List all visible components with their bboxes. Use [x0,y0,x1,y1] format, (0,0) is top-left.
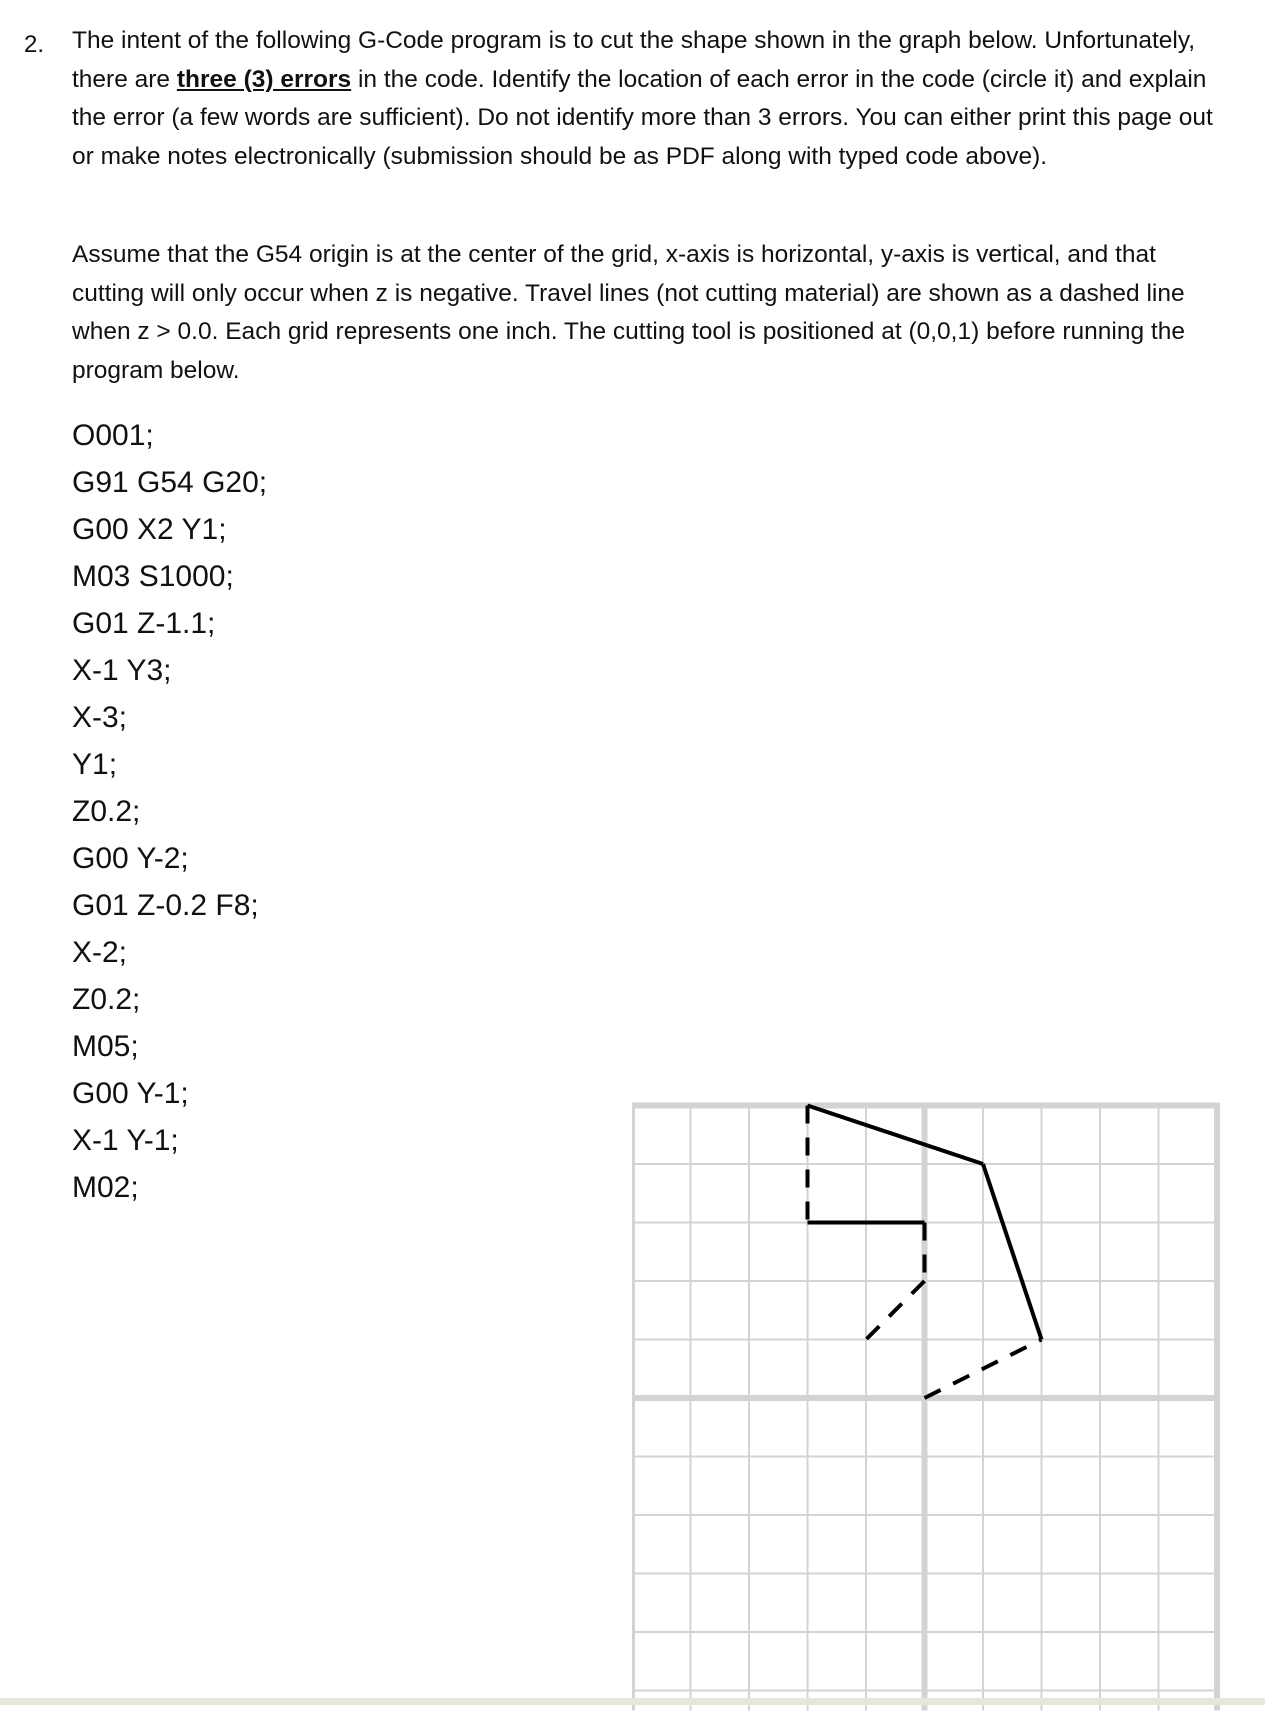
gcode-program [72,412,267,1211]
assumptions-paragraph: Assume that the G54 origin is at the center of the grid, x-axis is horizontal, y-axis is vertical, and that cutting will only occur when z is negative. Travel lines (not cutting material) are shown as a dashed line when z > 0.0. Each grid represents one inch. The cutting tool is positioned at (0,0,1) before running the program below. [72,241,1185,384]
gcode-line: G00 Y-2; [72,842,189,875]
page-bottom-edge [0,1698,1265,1705]
grid-lines [632,1103,1220,1711]
gcode-line: G01 Z-0.2 F8; [72,889,259,922]
intro-emphasis: three (3) errors [176,65,352,93]
toolpath-graph-svg [632,1083,1222,1713]
gcode-line: X-2; [72,936,128,969]
gcode-line: Z0.2; [72,983,141,1016]
cut-segment [808,1106,984,1165]
toolpath-graph [632,1083,1222,1718]
gcode-line: X-1 Y3; [72,654,172,687]
gcode-line: M02; [72,1171,139,1204]
gcode-line: Z0.2; [72,795,141,828]
gcode-line: M03 S1000; [72,560,234,593]
gcode-line: X-1 Y-1; [72,1124,179,1157]
gcode-line: O001; [72,419,154,452]
travel-segment [866,1281,925,1340]
gcode-line: G91 G54 G20; [72,466,268,499]
gcode-line: Y1; [72,748,118,781]
intro-text-2: in the code. Identify the location of each error in the code (circle it) and explain the error (a few words are sufficient). Do not identify more than 3 errors. You can either print this page out or make notes electronically (submission should be as PDF along with typed code above). [72,65,1213,170]
question-intro [72,22,1232,176]
gcode-line: G00 X2 Y1; [72,513,227,546]
question-number: 2. [24,31,45,58]
gcode-line: X-3; [72,701,128,734]
gcode-line: G00 Y-1; [72,1077,189,1110]
cut-segment [983,1164,1042,1340]
gcode-line: G01 Z-1.1; [72,607,216,640]
gcode-line: M05; [72,1030,139,1063]
intro-text-1: The intent of the following G-Code program is to cut the shape shown in the graph below. Unfortunately, there are [72,27,1196,93]
